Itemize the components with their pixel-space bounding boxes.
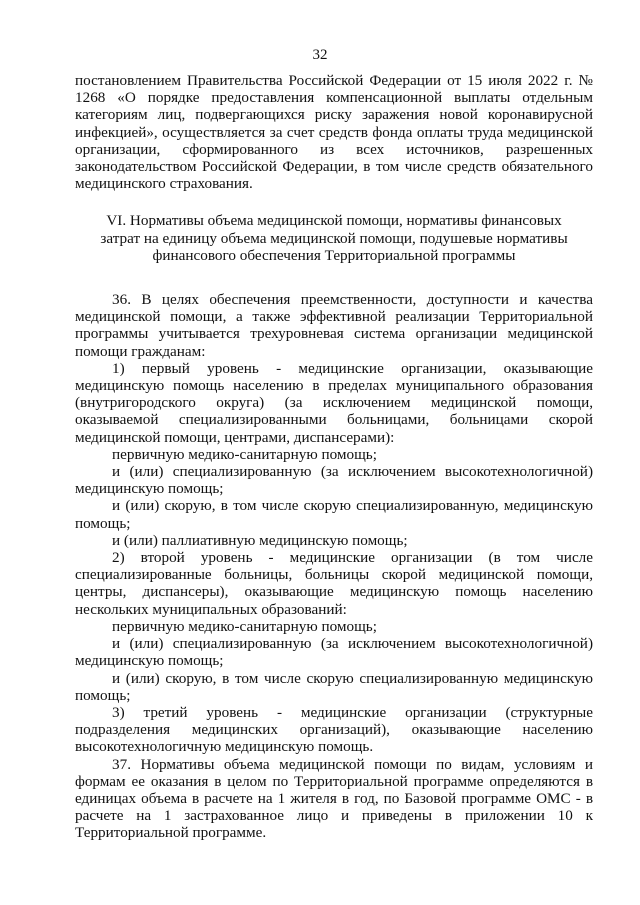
document-body	[75, 72, 593, 842]
level-1-paragraph: 1) первый уровень - медицинские организации, оказывающие медицинскую помощь населению в пределах муниципального образования (внутригородского округа) (за исключением медицинской помощи, оказываемой специализированными больницами, больницами скорой медицинской помощи, центрами, диспансерами):	[75, 359, 593, 446]
level-2-paragraph: 2) второй уровень - медицинские организации (в том числе специализированные больницы, больницы скорой медицинской помощи, центры, диспансеры), оказывающие медицинскую помощь населению нескольких муниципальных образований:	[75, 549, 593, 618]
list-item: первичную медико-санитарную помощь;	[112, 445, 377, 463]
list-item: и (или) паллиативную медицинскую помощь;	[112, 531, 408, 549]
section-heading: VI. Нормативы объема медицинской помощи, нормативы финансовых затрат на единицу объема медицинской помощи, подушевые нормативы финансового обеспечения Территориальной программы	[100, 212, 568, 264]
paragraph-36: 36. В целях обеспечения преемственности, доступности и качества медицинской помощи, а также эффективной реализации Территориальной программы учитывается трехуровневая система организации медицинской помощи гражданам:	[75, 291, 593, 360]
paragraph-37: 37. Нормативы объема медицинской помощи по видам, условиям и формам ее оказания в целом по Территориальной программе определяются в единицах объема в расчете на 1 жителя в год, по Базовой программе ОМС - в расчете на 1 застрахованное лицо и приведены в приложении 10 к Территориальной программе.	[75, 755, 593, 842]
paragraph-continuation: постановлением Правительства Российской Федерации от 15 июля 2022 г. № 1268 «О порядке предоставления компенсационной выплаты отдельным категориям лиц, подвергающихся риску заражения новой коронавирусной инфекцией», осуществляется за счет средств фонда оплаты труда медицинской организации, сформированного из всех источников, разрешенных законодательством Российской Федерации, в том числе средств обязательного медицинского страхования.	[75, 72, 593, 193]
page-number: 32	[312, 47, 328, 63]
list-item: и (или) специализированную (за исключением высокотехнологичной) медицинскую помощь;	[75, 635, 593, 670]
list-item: и (или) скорую, в том числе скорую специализированную, медицинскую помощь;	[75, 497, 593, 532]
list-item: и (или) скорую, в том числе скорую специализированную медицинскую помощь;	[75, 669, 593, 704]
level-3-paragraph: 3) третий уровень - медицинские организации (структурные подразделения медицинских организаций), оказывающие населению высокотехнологичную медицинскую помощь.	[75, 703, 593, 756]
list-item: первичную медико-санитарную помощь;	[112, 617, 377, 635]
list-item: и (или) специализированную (за исключением высокотехнологичной) медицинскую помощь;	[75, 463, 593, 498]
